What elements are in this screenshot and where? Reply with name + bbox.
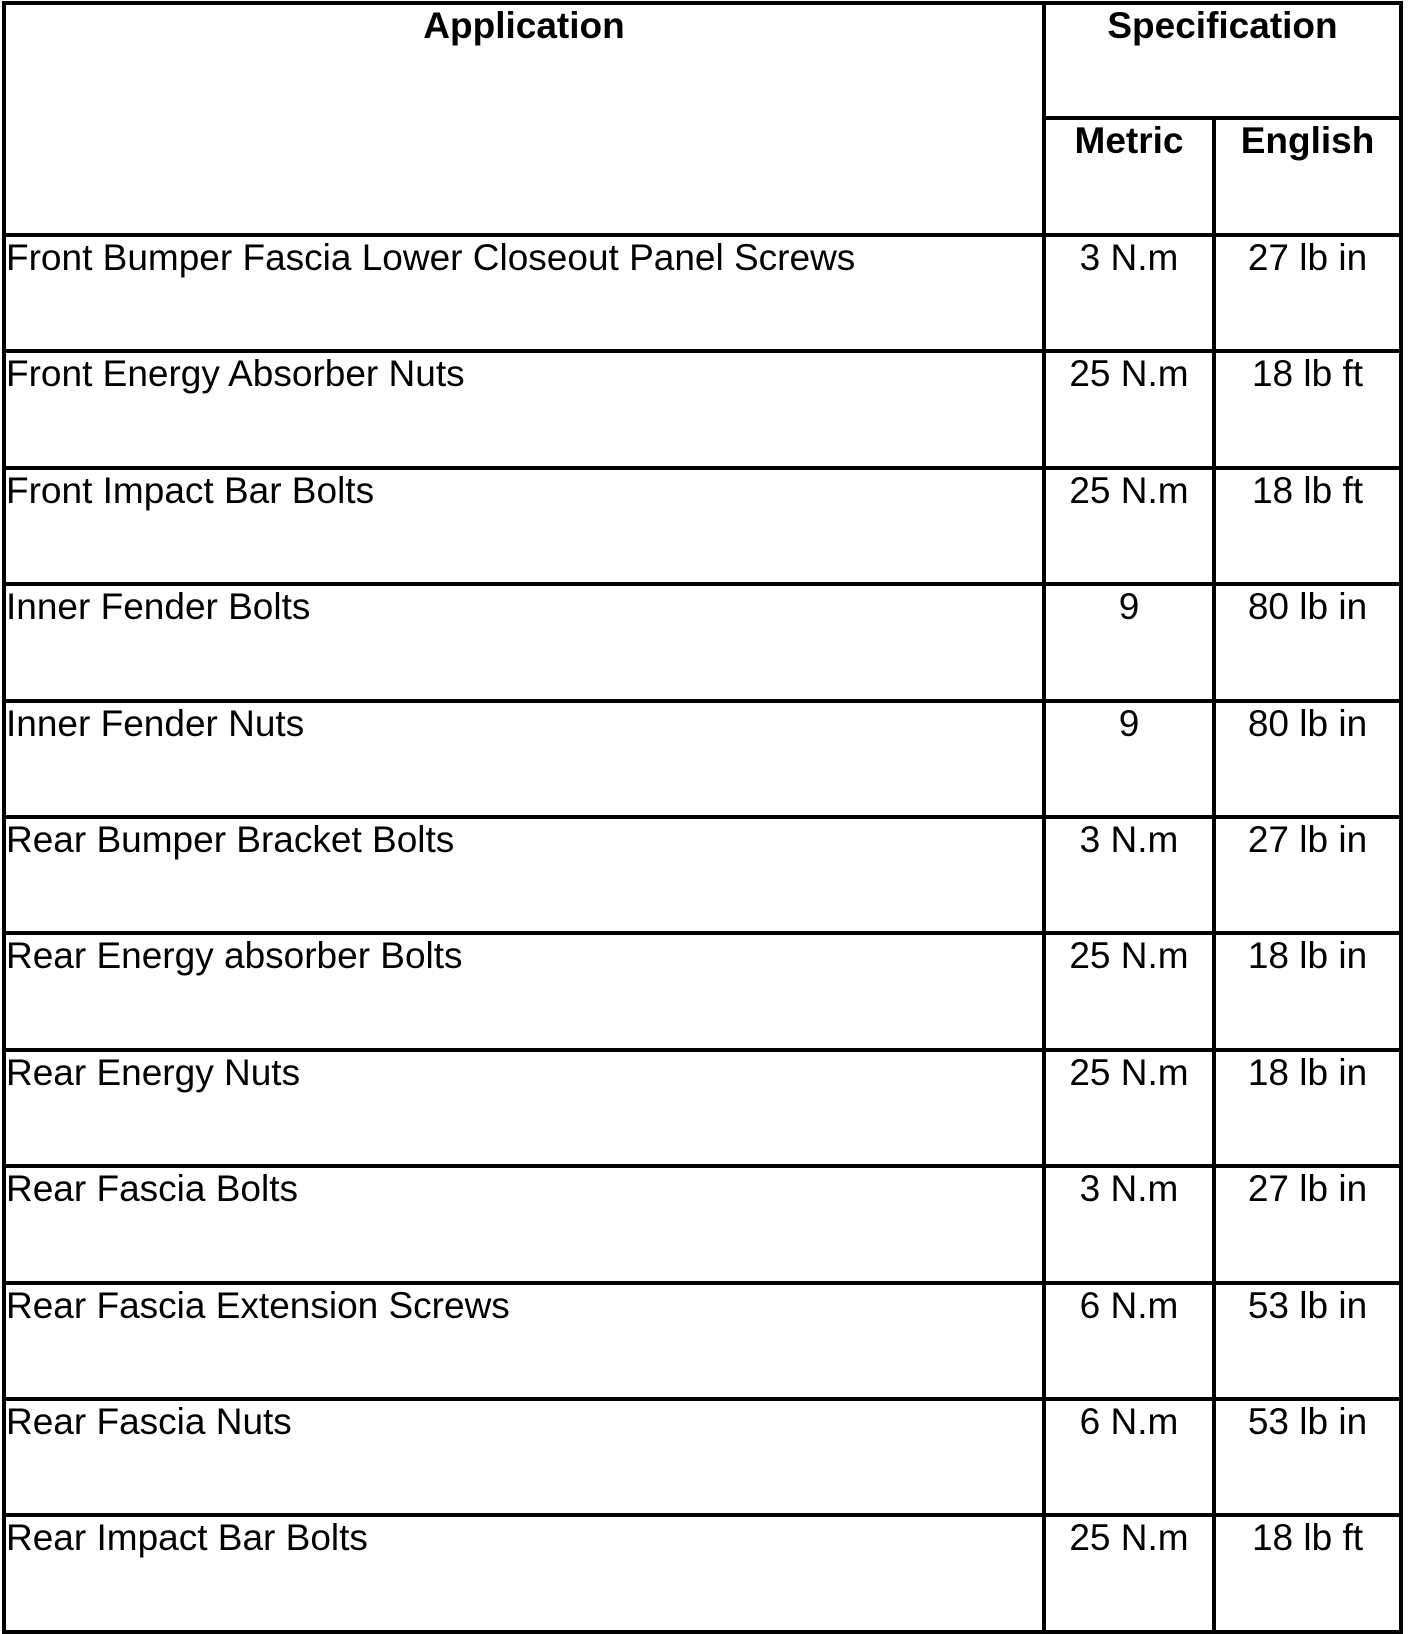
english-cell: 18 lb in — [1214, 1050, 1401, 1166]
english-cell: 53 lb in — [1214, 1399, 1401, 1515]
torque-spec-table — [2, 1, 1403, 1634]
application-cell: Front Energy Absorber Nuts — [4, 351, 1044, 467]
english-cell: 18 lb ft — [1214, 351, 1401, 467]
english-cell: 27 lb in — [1214, 817, 1401, 933]
application-cell: Rear Fascia Nuts — [4, 1399, 1044, 1515]
table-row — [4, 468, 1401, 584]
table-row — [4, 1166, 1401, 1282]
application-cell: Rear Fascia Bolts — [4, 1166, 1044, 1282]
metric-cell: 9 — [1044, 701, 1214, 817]
table-row — [4, 1399, 1401, 1515]
application-cell: Front Bumper Fascia Lower Closeout Panel Screws — [4, 235, 1044, 351]
table-row — [4, 1050, 1401, 1166]
metric-cell: 25 N.m — [1044, 468, 1214, 584]
application-cell: Rear Energy Nuts — [4, 1050, 1044, 1166]
english-cell: 18 lb in — [1214, 933, 1401, 1049]
metric-cell: 6 N.m — [1044, 1399, 1214, 1515]
metric-header: Metric — [1044, 118, 1214, 235]
application-cell: Rear Bumper Bracket Bolts — [4, 817, 1044, 933]
application-cell: Rear Fascia Extension Screws — [4, 1283, 1044, 1399]
application-cell: Inner Fender Nuts — [4, 701, 1044, 817]
english-cell: 80 lb in — [1214, 584, 1401, 700]
table-row — [4, 1283, 1401, 1399]
application-cell: Front Impact Bar Bolts — [4, 468, 1044, 584]
metric-cell: 25 N.m — [1044, 1515, 1214, 1631]
specification-header: Specification — [1044, 3, 1401, 118]
metric-cell: 6 N.m — [1044, 1283, 1214, 1399]
table-row — [4, 584, 1401, 700]
table-row — [4, 351, 1401, 467]
application-cell: Rear Impact Bar Bolts — [4, 1515, 1044, 1631]
table-row — [4, 933, 1401, 1049]
metric-cell: 3 N.m — [1044, 1166, 1214, 1282]
table-row — [4, 817, 1401, 933]
metric-cell: 3 N.m — [1044, 235, 1214, 351]
english-cell: 80 lb in — [1214, 701, 1401, 817]
table-row — [4, 1515, 1401, 1631]
application-cell: Rear Energy absorber Bolts — [4, 933, 1044, 1049]
application-cell: Inner Fender Bolts — [4, 584, 1044, 700]
english-cell: 27 lb in — [1214, 235, 1401, 351]
english-cell: 27 lb in — [1214, 1166, 1401, 1282]
table-row — [4, 701, 1401, 817]
header-row-top — [4, 3, 1401, 118]
english-header: English — [1214, 118, 1401, 235]
application-header: Application — [4, 3, 1044, 235]
english-cell: 53 lb in — [1214, 1283, 1401, 1399]
metric-cell: 3 N.m — [1044, 817, 1214, 933]
metric-cell: 25 N.m — [1044, 1050, 1214, 1166]
english-cell: 18 lb ft — [1214, 468, 1401, 584]
english-cell: 18 lb ft — [1214, 1515, 1401, 1631]
table-row — [4, 235, 1401, 351]
metric-cell: 25 N.m — [1044, 351, 1214, 467]
metric-cell: 25 N.m — [1044, 933, 1214, 1049]
metric-cell: 9 — [1044, 584, 1214, 700]
